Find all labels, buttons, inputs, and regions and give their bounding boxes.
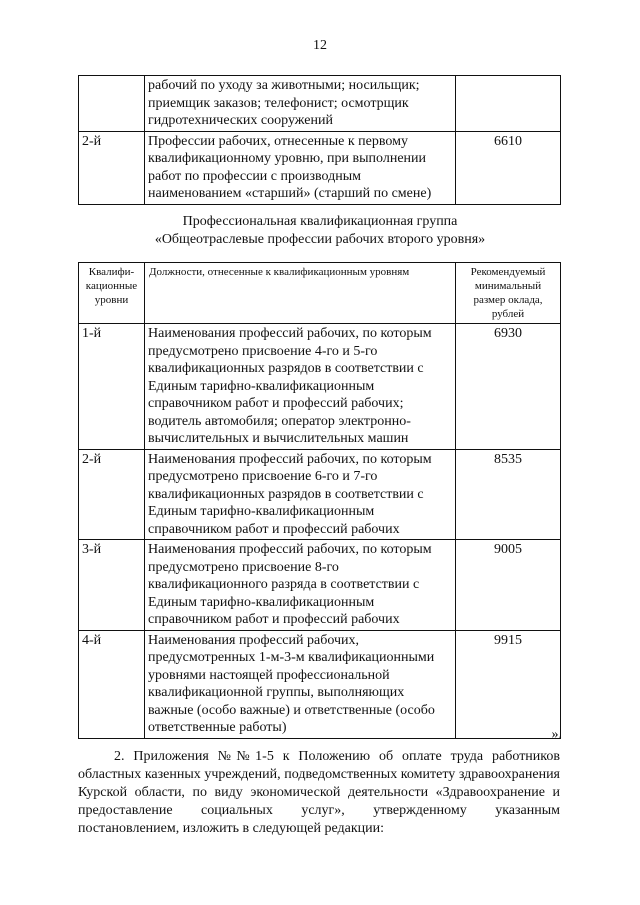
salary-cell: 9005 [456, 540, 561, 631]
description-cell: Наименования профессий рабочих, по которым предусмотрено присвоение 4-го и 5-го квалификационных разрядов в соответствии с Единым тарифно-квалификационным справочником работ и профессий рабочих; водитель автомобиля; оператор электронно-вычислительных и вычислительных машин [145, 324, 456, 450]
level-cell: 1-й [79, 324, 145, 450]
level-cell: 2-й [79, 131, 145, 204]
level-cell [79, 76, 145, 132]
table-row [79, 630, 561, 738]
group-title-line1: Профессиональная квалификационная группа [182, 214, 458, 229]
salary-cell: 6610 [456, 131, 561, 204]
header-level: Квалифи-кационные уровни [79, 263, 145, 324]
table-row [79, 131, 561, 204]
level-cell: 3-й [79, 540, 145, 631]
table-row [79, 324, 561, 450]
group-title [0, 213, 640, 249]
salary-cell: 9915 [456, 630, 561, 738]
description-cell: Наименования профессий рабочих, по которым предусмотрено присвоение 6-го и 7-го квалификационных разрядов в соответствии с Единым тарифно-квалификационным справочником работ и профессий рабочих [145, 449, 456, 540]
closing-quote: ». [551, 727, 562, 742]
description-cell: рабочий по уходу за животными; носильщик; приемщик заказов; телефонист; осмотрщик гидротехнических сооружений [145, 76, 456, 132]
level-cell: 4-й [79, 630, 145, 738]
top-table [78, 75, 561, 205]
table-row [79, 540, 561, 631]
table-row [79, 449, 561, 540]
group-title-line2: «Общеотраслевые профессии рабочих второго уровня» [154, 232, 486, 247]
level-cell: 2-й [79, 449, 145, 540]
body-paragraph: 2. Приложения №№1-5 к Положению об оплате труда работников областных казенных учреждений, подведомственных комитету здравоохранения Курской области, по виду экономической деятельности «Здравоохранение и предоставление социальных услуг», утвержденному указанным постановлением, изложить в следующей редакции: [78, 749, 560, 836]
header-positions: Должности, отнесенные к квалификационным уровням [145, 263, 456, 324]
description-cell: Наименования профессий рабочих, предусмотренных 1-м-3-м квалификационными уровнями настоящей профессиональной квалификационной группы, выполняющих важные (особо важные) и ответственные (особо ответственные работы) [145, 630, 456, 738]
page-number: 12 [313, 38, 327, 53]
header-salary: Рекомендуемый минимальный размер оклада, рублей [456, 263, 561, 324]
salary-cell: 6930 [456, 324, 561, 450]
salary-cell [456, 76, 561, 132]
salary-cell: 8535 [456, 449, 561, 540]
description-cell: Профессии рабочих, отнесенные к первому квалификационному уровню, при выполнении работ по профессии с производным наименованием «старший» (старший по смене) [145, 131, 456, 204]
table-header-row [79, 263, 561, 324]
table-row [79, 76, 561, 132]
main-table [78, 262, 561, 739]
description-cell: Наименования профессий рабочих, по которым предусмотрено присвоение 8-го квалификационного разряда в соответствии с Единым тарифно-квалификационным справочником работ и профессий рабочих [145, 540, 456, 631]
